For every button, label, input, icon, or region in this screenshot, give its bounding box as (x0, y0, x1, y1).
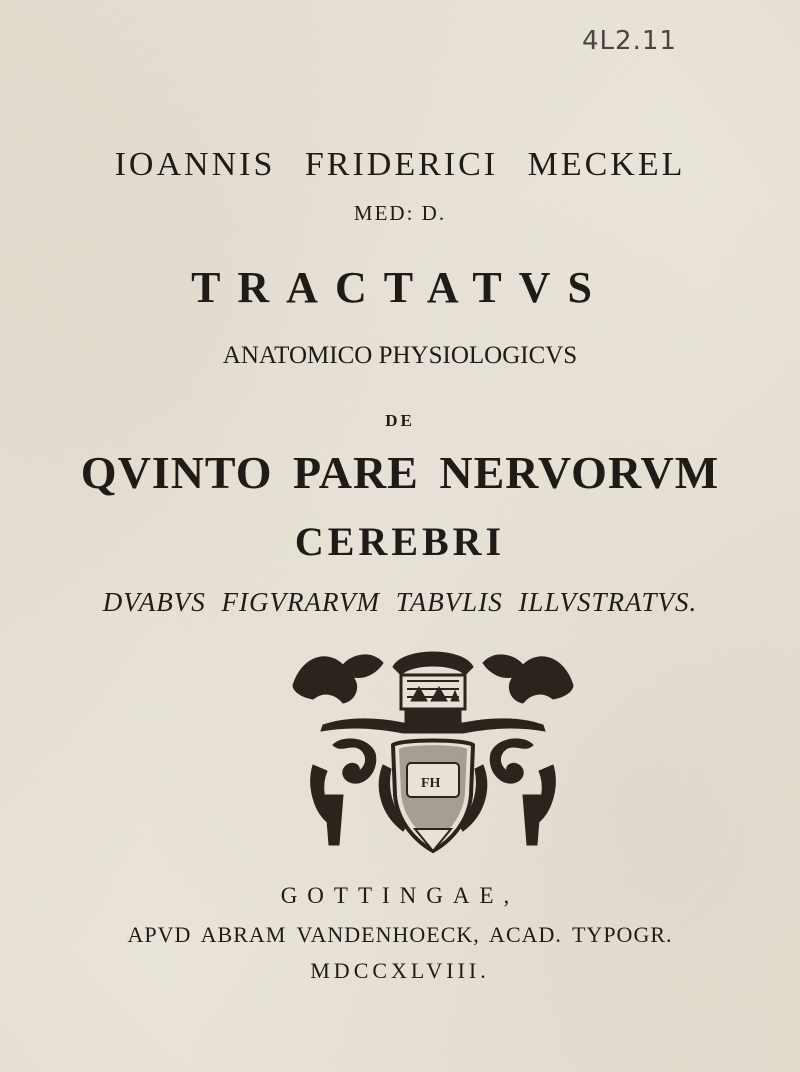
preposition: DE (385, 411, 415, 430)
ornament-monogram: FH (421, 776, 441, 791)
imprint-year: MDCCXLVIII. (310, 958, 490, 983)
imprint-publisher: APVD ABRAM VANDENHOECK, ACAD. TYPOGR. (127, 922, 673, 947)
illustration-note: DVABVS FIGVRARVM TABVLIS ILLVSTRATVS. (102, 587, 698, 617)
book-title: TRACTATVS (191, 263, 609, 312)
imprint-place: GOTTINGAE, (280, 883, 520, 908)
author-name: IOANNIS FRIDERICI MECKEL (114, 146, 686, 183)
author-degree: MED: D. (353, 201, 447, 225)
book-subtitle: ANATOMICO PHYSIOLOGICVS (222, 342, 578, 369)
topic-line-1: QVINTO PARE NERVORVM (80, 447, 720, 498)
topic-line-2: CEREBRI (294, 519, 506, 564)
printers-device-ornament-icon (283, 645, 583, 855)
shelfmark: 4L2.11 (582, 26, 677, 56)
